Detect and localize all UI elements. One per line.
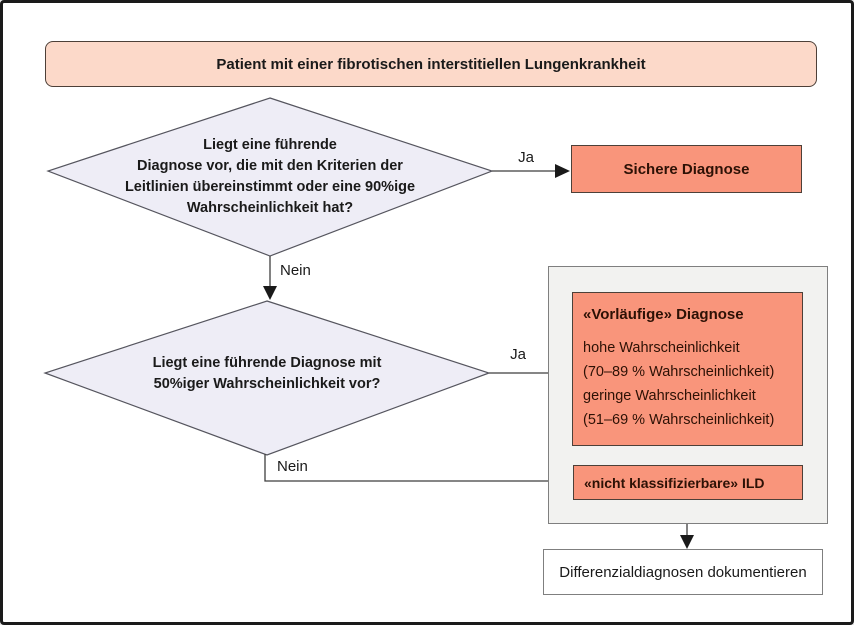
decision2-line: Liegt eine führende Diagnose mit (152, 355, 382, 371)
sure-diagnosis-box (571, 145, 802, 193)
provisional-diagnosis-box (572, 292, 803, 446)
start-box (45, 41, 817, 87)
decision1-line: Liegt eine führende (203, 137, 337, 153)
provisional-line: (70–89 % Wahrscheinlichkeit) (583, 364, 775, 380)
decision1-line: Diagnose vor, die mit den Kriterien der (137, 158, 403, 174)
decision2-yes-label: Ja (510, 346, 526, 363)
document-differential-box (543, 549, 823, 595)
unclassifiable-ild-box (573, 465, 803, 500)
decision1-yes-label: Ja (518, 149, 534, 166)
arrowhead-group-to-document (680, 535, 694, 549)
decision2-text (87, 353, 447, 395)
decision1-line: Leitlinien übereinstimmt oder eine 90%ige (124, 179, 416, 195)
arrowhead-decision1-no (263, 286, 277, 300)
arrowhead-decision1-yes (555, 164, 570, 178)
provisional-line: hohe Wahrscheinlichkeit (583, 340, 740, 356)
decision1-text (90, 135, 450, 219)
provisional-diagnosis-title: «Vorläufige» Diagnose (583, 306, 744, 323)
provisional-line: geringe Wahrscheinlichkeit (583, 388, 756, 404)
unclassifiable-ild-label: «nicht klassifizierbare» ILD (584, 474, 765, 491)
start-box-label: Patient mit einer fibrotischen interstitiellen Lungenkrankheit (216, 55, 646, 73)
decision2-no-label: Nein (277, 458, 308, 475)
result-group-box (548, 266, 828, 524)
sure-diagnosis-label: Sichere Diagnose (623, 160, 750, 178)
decision1-line: Wahrscheinlichkeit hat? (186, 200, 354, 216)
document-differential-label: Differenzialdiagnosen dokumentieren (559, 563, 807, 581)
decision2-line: 50%iger Wahrscheinlichkeit vor? (153, 376, 381, 392)
provisional-line: (51–69 % Wahrscheinlichkeit) (583, 412, 775, 428)
decision1-no-label: Nein (280, 262, 311, 279)
